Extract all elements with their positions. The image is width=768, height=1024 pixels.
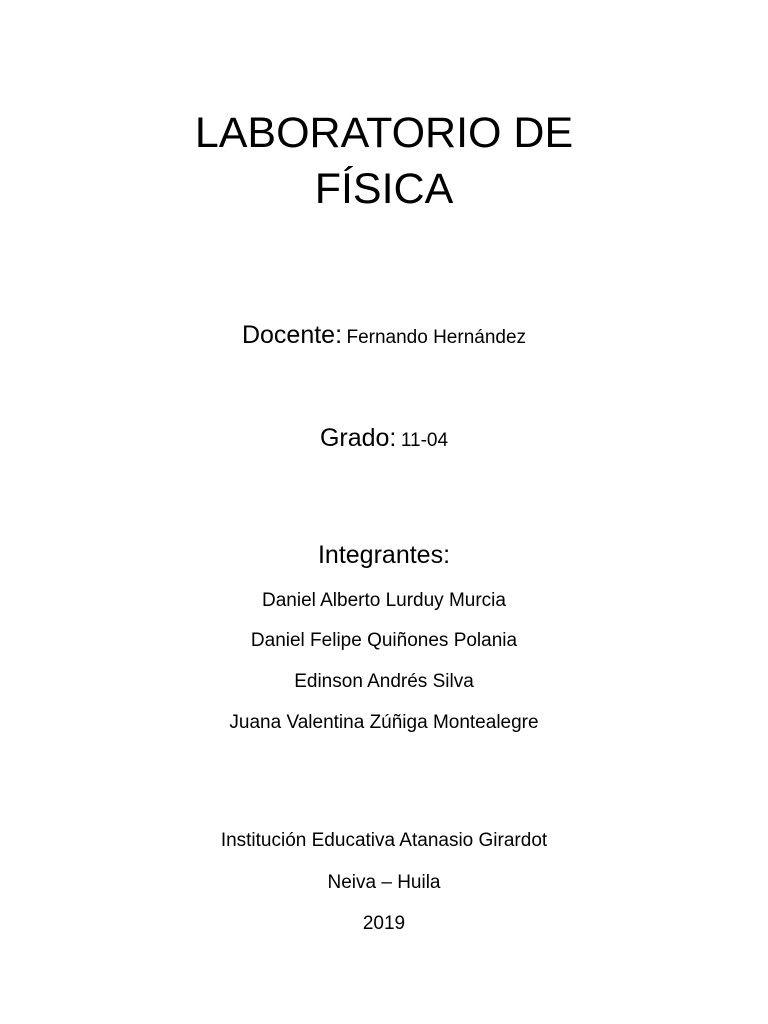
institution-name: Institución Educativa Atanasio Girardot bbox=[220, 830, 548, 851]
members-heading: Integrantes: bbox=[317, 541, 451, 569]
year: 2019 bbox=[362, 913, 406, 934]
location: Neiva – Huila bbox=[327, 872, 441, 893]
title-line-1: LABORATORIO DE bbox=[194, 109, 574, 157]
title-line-2: FÍSICA bbox=[314, 165, 454, 213]
teacher-label: Docente: bbox=[241, 321, 343, 349]
member-name: Edinson Andrés Silva bbox=[294, 671, 474, 692]
teacher-row bbox=[0, 323, 768, 348]
member-name: Juana Valentina Zúñiga Montealegre bbox=[229, 712, 539, 733]
grade-row bbox=[0, 426, 768, 451]
teacher-name: Fernando Hernández bbox=[346, 327, 527, 348]
member-name: Daniel Alberto Lurduy Murcia bbox=[262, 590, 506, 611]
grade-value: 11-04 bbox=[400, 430, 449, 451]
member-name: Daniel Felipe Quiñones Polania bbox=[250, 630, 518, 651]
grade-label: Grado: bbox=[319, 424, 397, 452]
